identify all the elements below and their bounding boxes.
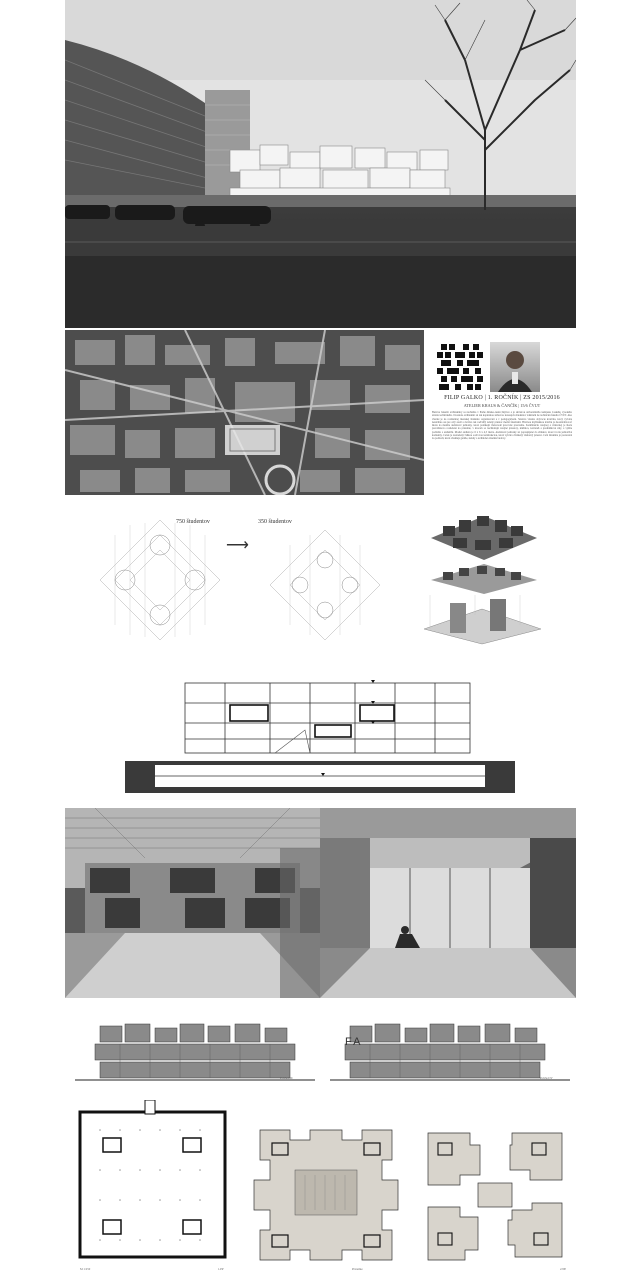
students-before-label: 750 študentov: [176, 519, 210, 525]
plan-scale-label: M 1:250: [80, 1267, 91, 1271]
elevation-left-drawing: [75, 1020, 315, 1085]
plan-basement: [75, 1100, 230, 1265]
transition-arrow-icon: ⟶: [226, 537, 249, 554]
project-logo-mark: [435, 342, 485, 392]
interior-render-studio: [320, 808, 576, 998]
elevation-right-drawing: [330, 1020, 570, 1085]
concept-diagram-before: [95, 515, 225, 645]
students-after-label: 350 študentov: [258, 519, 292, 525]
interior-render-atrium: [65, 808, 320, 998]
interior-render-atrium-image: [65, 808, 320, 998]
plan-ground-drawing: [250, 1125, 402, 1265]
model-view-section-drawing: [420, 595, 545, 645]
plan-ground: [250, 1125, 402, 1265]
site-photo: [65, 0, 576, 328]
plan-ground-label: Prízemie: [352, 1267, 363, 1271]
project-logo: [435, 342, 485, 392]
elevation-left-label: Pohľad III: [280, 1076, 293, 1080]
model-view-top-drawing: [425, 510, 543, 562]
plan-basement-drawing: [75, 1100, 230, 1265]
author-portrait: [490, 342, 540, 392]
model-view-section: [420, 595, 545, 645]
aerial-map: [65, 330, 424, 495]
plan-basement-label: 1.PP: [218, 1267, 224, 1271]
model-view-middle: [425, 560, 543, 595]
building-section: [125, 675, 515, 793]
project-description: Budova bakalár architektúry sa nachádza v Prahe dánsko-ruská Dejvice a je súčasťou univerzitného kampusu Českého vysokého učenia technického. Dostatok architektúr sú tak koplexnou súčasťou konzepciu študentov zahrnulú tie technickú fakultu ČVUT. Ako vlastné je na rozmanitej mestskej štruktúre organizovaní a v pedagogickom. Sústava vlastne obývacie kvartálu, ktorý vytvára neutrálnu osu pre celý areál a dotvára tak rozľahlý zelený priestor medzi fakultami. Hlavnou myšlienkou návrhu je decentralizovať školu na menšie ateliérové jednotky, ktoré ponúkajú rôznorodé pracovné prostredie. Kombináciu verejnej a vnútornej je škola prevádzkovo rozdelená na prízemie, v ktorom sa nachádzajú verejné priestory, knižnica, kaviareň a prednáškové sály, a vyššie podlažia s ateliérmi. Modul ateliéru je 6 x 6 x 4,5 metra. Ateliérové jednotky sú poprepájané do zhlukov, ktoré tvoria jednotlivé komunity. Celok je zastrešený ľahkou oceľovou konštrukciou, ktorá vytvára chránený vnútorný priestor. Celá štruktúra je postavená na podnoži, ktorá obsahuje garáže, sklady a technické zázemie budovy.: [432, 411, 572, 441]
concept-diagram-after: [265, 525, 385, 645]
concept-diagram-after-drawing: [265, 525, 385, 645]
plan-upper-label: 2.NP: [560, 1267, 567, 1271]
concept-diagram-before-drawing: [95, 515, 225, 645]
project-subtitle: ATELIER KRAUS & ČANČÍK | 15/6 ČVUT: [463, 403, 541, 408]
model-view-middle-drawing: [425, 560, 543, 595]
elevation-right-label: Pohľad IV: [540, 1076, 553, 1080]
project-title: FILIP GALKO | 1. ROČNÍK | ZS 2015/2016: [444, 395, 560, 401]
plan-upper: [420, 1125, 570, 1265]
plan-upper-drawing: [420, 1125, 570, 1265]
building-section-drawing: [125, 675, 515, 793]
aerial-map-illustration: [65, 330, 424, 495]
elevation-left: [75, 1020, 315, 1085]
facade-sign: FA: [345, 1036, 363, 1048]
site-photo-illustration: [65, 0, 576, 328]
elevation-right: [330, 1020, 570, 1085]
model-view-top: [425, 510, 543, 562]
interior-render-studio-image: [320, 808, 576, 998]
author-portrait-figure: [490, 342, 540, 392]
